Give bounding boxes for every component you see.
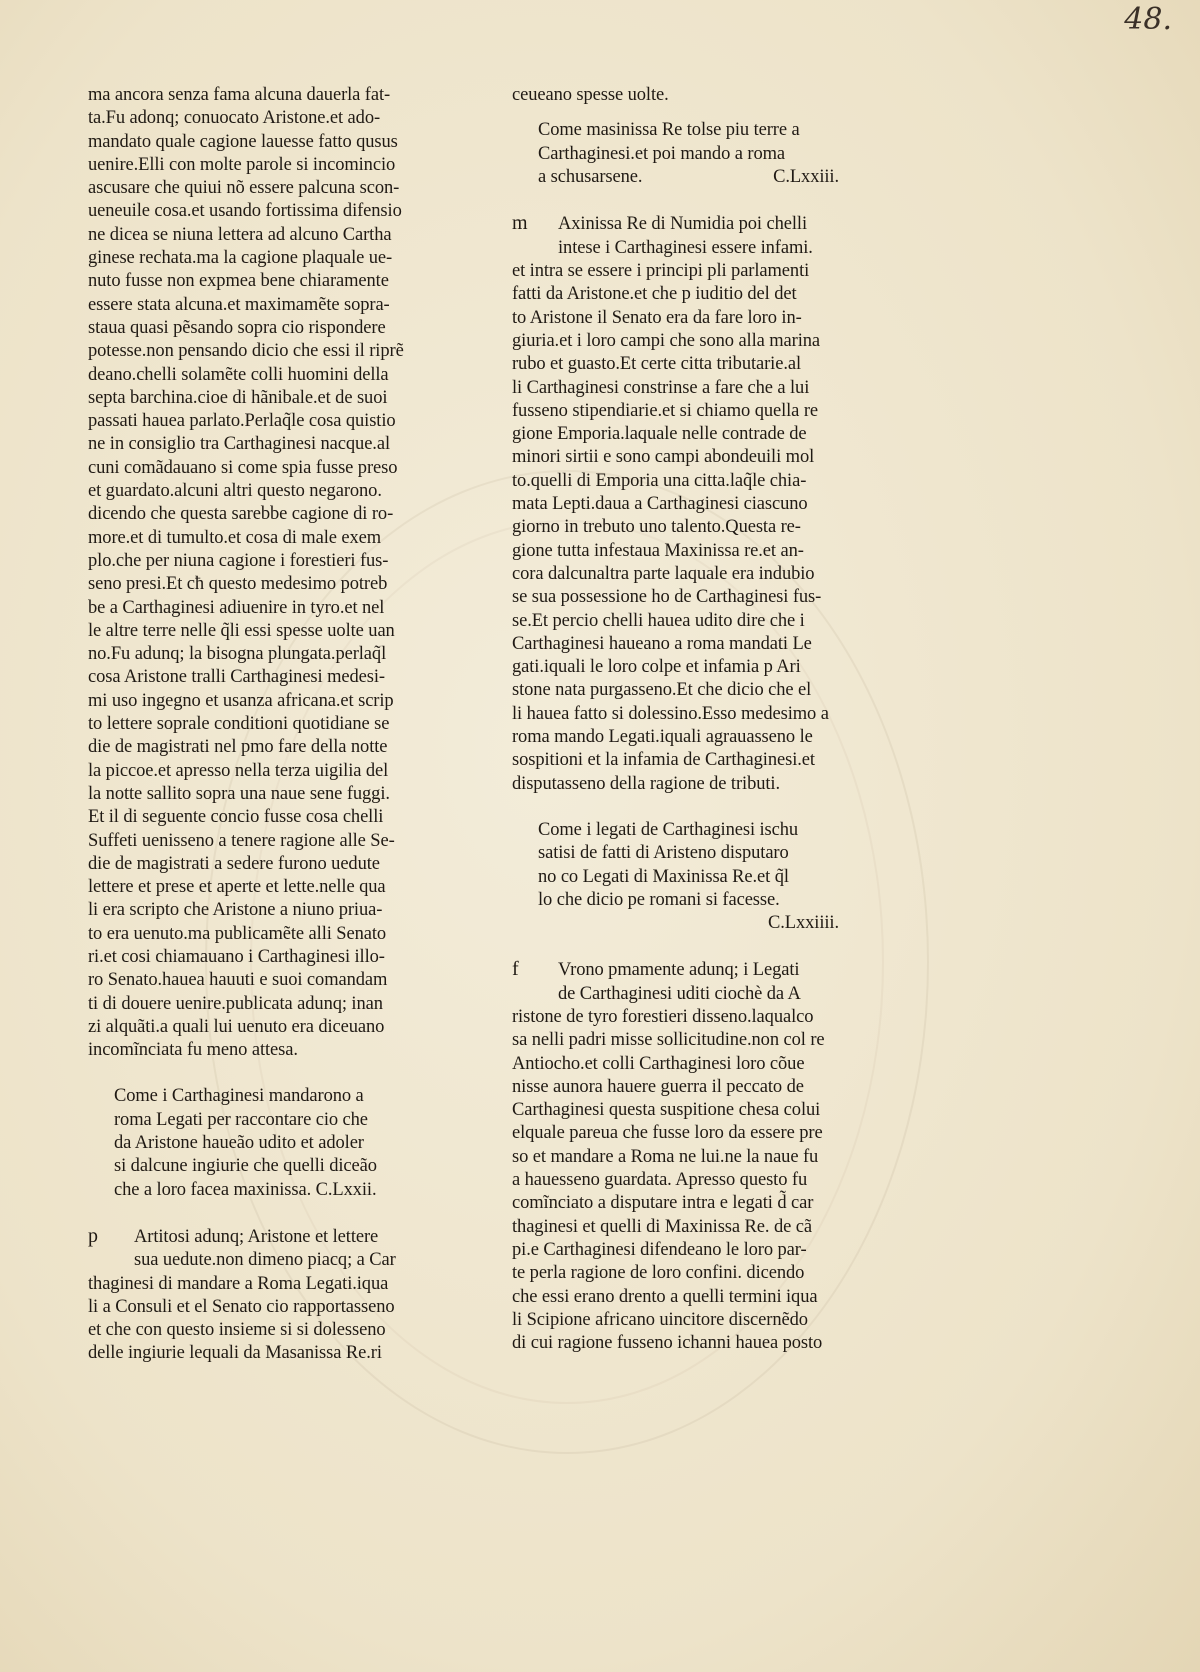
rubric-line: roma Legati per raccontare cio che bbox=[114, 1109, 368, 1130]
text-line: ri.et cosi chiamauano i Carthaginesi illo- bbox=[88, 946, 385, 967]
text-line: Axinissa Re di Numidia poi chelli bbox=[558, 214, 807, 235]
text-line: elquale pareua che fusse loro da essere pre bbox=[512, 1123, 823, 1144]
text-line: thaginesi et quelli di Maxinissa Re. de cã bbox=[512, 1216, 812, 1237]
left-text-block-2-first bbox=[88, 1249, 418, 1272]
text-line: pi.e Carthaginesi difendeano le loro par- bbox=[512, 1239, 807, 1260]
text-line: et che con questo insieme si si dolesseno bbox=[88, 1320, 386, 1341]
guide-letter-m: m bbox=[512, 212, 528, 235]
text-line: cuni comãdauano si come spia fusse preso bbox=[88, 457, 398, 478]
text-line: Artitosi adunq; Aristone et lettere bbox=[134, 1226, 379, 1247]
text-line: lettere et prese et aperte et lette.nelle qua bbox=[88, 877, 386, 898]
text-line: de Carthaginesi uditi ciochè da A bbox=[558, 983, 801, 1004]
rubric-line: che a loro facea maxinissa. C.Lxxii. bbox=[114, 1179, 377, 1200]
text-line: cosa Aristone tralli Carthaginesi medesi- bbox=[88, 667, 385, 688]
text-line: die de magistrati nel pmo fare della notte bbox=[88, 737, 388, 758]
text-line: giorno in trebuto uno talento.Questa re- bbox=[512, 517, 801, 538]
rubric-line: Carthaginesi.et poi mando a roma bbox=[538, 143, 785, 164]
text-line: to era uenuto.ma publicamẽte alli Senato bbox=[88, 923, 387, 944]
text-line: to lettere soprale conditioni quotidiane se bbox=[88, 714, 390, 735]
text-line: zi alquãti.a quali lui uenuto era diceuano bbox=[88, 1016, 385, 1037]
text-line: la notte sallito sopra una naue sene fuggi. bbox=[88, 783, 390, 804]
text-line: li Scipione africano uincitore discernẽdo bbox=[512, 1309, 808, 1330]
text-line: gati.iquali le loro colpe et infamia p Ari bbox=[512, 657, 801, 678]
spacer bbox=[88, 1062, 418, 1085]
text-line: potesse.non pensando dicio che essi il riprẽ bbox=[88, 341, 404, 362]
text-line: rubo et guasto.Et certe citta tributarie.al bbox=[512, 354, 802, 375]
rubric-line: da Aristone haueão udito et adoler bbox=[114, 1133, 364, 1154]
text-line: ne in consiglio tra Carthaginesi nacque.al bbox=[88, 434, 390, 455]
text-line: nuto fusse non expmea bene chiaramente bbox=[88, 271, 389, 292]
text-line: more.et di tumulto.et cosa di male exem bbox=[88, 527, 382, 548]
text-line: Et il di seguente concio fusse cosa chelli bbox=[88, 807, 384, 828]
text-line: Carthaginesi questa suspitione chesa colui bbox=[512, 1100, 821, 1121]
text-line: minori sirtii e sono campi abondeuili mol bbox=[512, 447, 815, 468]
text-line: deano.chelli solamẽte colli huomini della bbox=[88, 364, 389, 385]
text-line: ne dicea se niuna lettera ad alcuno Cartha bbox=[88, 224, 392, 245]
text-line: ma ancora senza fama alcuna dauerla fat- bbox=[88, 85, 391, 105]
text-line: et guardato.alcuni altri questo negarono. bbox=[88, 481, 382, 502]
text-line: a hauesseno guardata. Apresso questo fu bbox=[512, 1170, 808, 1191]
text-line: stone nata purgasseno.Et che dicio che el bbox=[512, 680, 812, 701]
text-line: la piccoe.et apresso nella terza uigilia del bbox=[88, 760, 389, 781]
text-line: ceueano spesse uolte. bbox=[512, 85, 669, 105]
text-line: ristone de tyro forestieri disseno.laqualco bbox=[512, 1006, 814, 1027]
rubric-line: Come masinissa Re tolse piu terre a bbox=[538, 120, 800, 141]
left-paragraph-start bbox=[88, 1225, 418, 1249]
text-line: li era scripto che Aristone a niuno priua- bbox=[88, 900, 383, 921]
text-line: Carthaginesi haueano a roma mandati Le bbox=[512, 633, 812, 654]
text-line: intese i Carthaginesi essere infami. bbox=[558, 237, 813, 258]
text-line: ascusare che quiui nõ essere palcuna scon- bbox=[88, 178, 400, 199]
text-line: mi uso ingegno et usanza africana.et scrip bbox=[88, 690, 394, 711]
rubric-line: satisi de fatti di Aristeno disputaro bbox=[538, 843, 789, 864]
text-line: mandato quale cagione lauesse fatto qusus bbox=[88, 131, 398, 152]
text-line: se.Et percio chelli hauea udito dire che i bbox=[512, 610, 805, 631]
right-text-block-1-rest bbox=[512, 260, 847, 796]
text-line: incomĩnciata fu meno attesa. bbox=[88, 1040, 298, 1061]
text-line: dicendo che questa sarebbe cagione di ro- bbox=[88, 504, 394, 525]
text-line: li hauea fatto si dolessino.Esso medesimo a bbox=[512, 703, 829, 724]
left-rubric-1 bbox=[88, 1085, 418, 1201]
text-line: comĩnciato a disputare intra e legati d̃ car bbox=[512, 1193, 814, 1214]
text-line: Vrono pmamente adunq; i Legati bbox=[558, 960, 800, 981]
rubric-line: no co Legati di Maxinissa Re.et q̃l bbox=[538, 866, 789, 887]
text-line: fatti da Aristone.et che p iuditio del det bbox=[512, 284, 797, 305]
spacer bbox=[512, 935, 847, 958]
text-line: li Carthaginesi constrinse a fare che a lui bbox=[512, 377, 810, 398]
text-line: Antiocho.et colli Carthaginesi loro cõue bbox=[512, 1053, 805, 1074]
folio-number: 48. bbox=[1124, 2, 1172, 37]
right-column bbox=[512, 84, 847, 1355]
text-line: li a Consuli et el Senato cio rapportasseno bbox=[88, 1296, 395, 1317]
chapter-number-74: C.Lxxiiii. bbox=[768, 913, 839, 934]
rubric-line: Come i Carthaginesi mandarono a bbox=[114, 1086, 364, 1107]
right-paragraph-start-2 bbox=[512, 958, 847, 982]
rubric-line: lo che dicio pe romani si facesse. bbox=[538, 889, 780, 910]
text-line: Suffeti uenisseno a tenere ragione alle Se- bbox=[88, 830, 395, 851]
text-line: uenire.Elli con molte parole si incomincio bbox=[88, 154, 396, 175]
right-text-block-2-rest bbox=[512, 1006, 847, 1355]
text-line: roma mando Legati.iquali agrauasseno le bbox=[512, 727, 813, 748]
right-paragraph-start-1 bbox=[512, 212, 847, 236]
left-text-block-2-rest bbox=[88, 1273, 418, 1366]
text-line: ta.Fu adonq; conuocato Aristone.et ado- bbox=[88, 108, 381, 129]
text-line: die de magistrati a sedere furono uedute bbox=[88, 853, 380, 874]
text-line: ro Senato.hauea hauuti e suoi comandam bbox=[88, 970, 388, 991]
text-line: te perla ragione de loro confini. dicendo bbox=[512, 1263, 805, 1284]
guide-letter-p: p bbox=[88, 1224, 98, 1247]
text-line: be a Carthaginesi adiuenire in tyro.et nel bbox=[88, 597, 385, 618]
text-line: staua quasi pẽsando sopra cio rispondere bbox=[88, 317, 386, 338]
rubric-line: si dalcune ingiurie che quelli diceão bbox=[114, 1156, 377, 1177]
spacer bbox=[512, 107, 847, 119]
text-line: disputasseno della ragione de tributi. bbox=[512, 773, 780, 794]
text-line: et intra se essere i principi pli parlamenti bbox=[512, 261, 810, 282]
left-text-block-1 bbox=[88, 84, 418, 1062]
rubric-line: a schusarsene. bbox=[538, 166, 643, 187]
text-line: ginese rechata.ma la cagione plaquale ue- bbox=[88, 248, 393, 269]
text-line: plo.che per niuna cagione i forestieri fus- bbox=[88, 550, 389, 571]
text-line: no.Fu adunq; la bisogna plungata.perlaq̃l bbox=[88, 644, 387, 665]
spacer bbox=[88, 1202, 418, 1225]
text-line: ueneuile cosa.et usando fortissima difensio bbox=[88, 201, 402, 222]
spacer bbox=[512, 796, 847, 819]
chapter-number-73: C.Lxxiii. bbox=[773, 167, 839, 188]
right-text-block-1-first bbox=[512, 237, 847, 260]
right-rubric-2 bbox=[512, 819, 847, 912]
left-column bbox=[88, 84, 418, 1366]
text-line: passati hauea parlato.Perlaq̃le cosa quistio bbox=[88, 411, 396, 432]
right-text-block-2-first bbox=[512, 983, 847, 1006]
text-line: giuria.et i loro campi che sono alla marina bbox=[512, 330, 821, 351]
text-line: cora dalcunaltra parte laquale era indubio bbox=[512, 563, 815, 584]
text-line: thaginesi di mandare a Roma Legati.iqua bbox=[88, 1273, 389, 1294]
text-line: gione Emporia.laquale nelle contrade de bbox=[512, 424, 807, 445]
text-line: so et mandare a Roma ne lui.ne la naue fu bbox=[512, 1146, 819, 1167]
text-line: to.quelli di Emporia una citta.laq̃le chia- bbox=[512, 470, 807, 491]
text-line: sua uedute.non dimeno piacq; a Car bbox=[134, 1250, 396, 1271]
text-line: che essi erano drento a quelli termini iqua bbox=[512, 1286, 818, 1307]
right-text-block-0 bbox=[512, 84, 847, 107]
text-line: nisse aunora hauere guerra il peccato de bbox=[512, 1076, 804, 1097]
text-line: sospitioni et la infamia de Carthaginesi.et bbox=[512, 750, 815, 771]
guide-letter-f: f bbox=[512, 958, 519, 981]
text-line: septa barchina.cioe di hãnibale.et de suoi bbox=[88, 387, 388, 408]
rubric-line: Come i legati de Carthaginesi ischu bbox=[538, 819, 799, 840]
text-line: seno presi.Et cħ questo medesimo potreb bbox=[88, 574, 388, 595]
text-line: di cui ragione fusseno ichanni hauea posto bbox=[512, 1333, 823, 1354]
text-line: le altre terre nelle q̃li essi spesse uolte uan bbox=[88, 620, 395, 641]
text-line: sa nelli padri misse sollicitudine.non col re bbox=[512, 1030, 825, 1051]
text-line: essere stata alcuna.et maximamẽte sopra- bbox=[88, 294, 390, 315]
text-line: gione tutta infestaua Maxinissa re.et an- bbox=[512, 540, 804, 561]
text-line: delle ingiurie lequali da Masanissa Re.ri bbox=[88, 1343, 382, 1364]
text-line: mata Lepti.daua a Carthaginesi ciascuno bbox=[512, 494, 808, 515]
text-line: to Aristone il Senato era da fare loro in- bbox=[512, 307, 802, 328]
text-line: se sua possessione ho de Carthaginesi fus- bbox=[512, 587, 822, 608]
spacer bbox=[512, 189, 847, 212]
text-line: fusseno stipendiarie.et si chiamo quella re bbox=[512, 400, 818, 421]
text-line: ti di douere uenire.publicata adunq; inan bbox=[88, 993, 383, 1014]
